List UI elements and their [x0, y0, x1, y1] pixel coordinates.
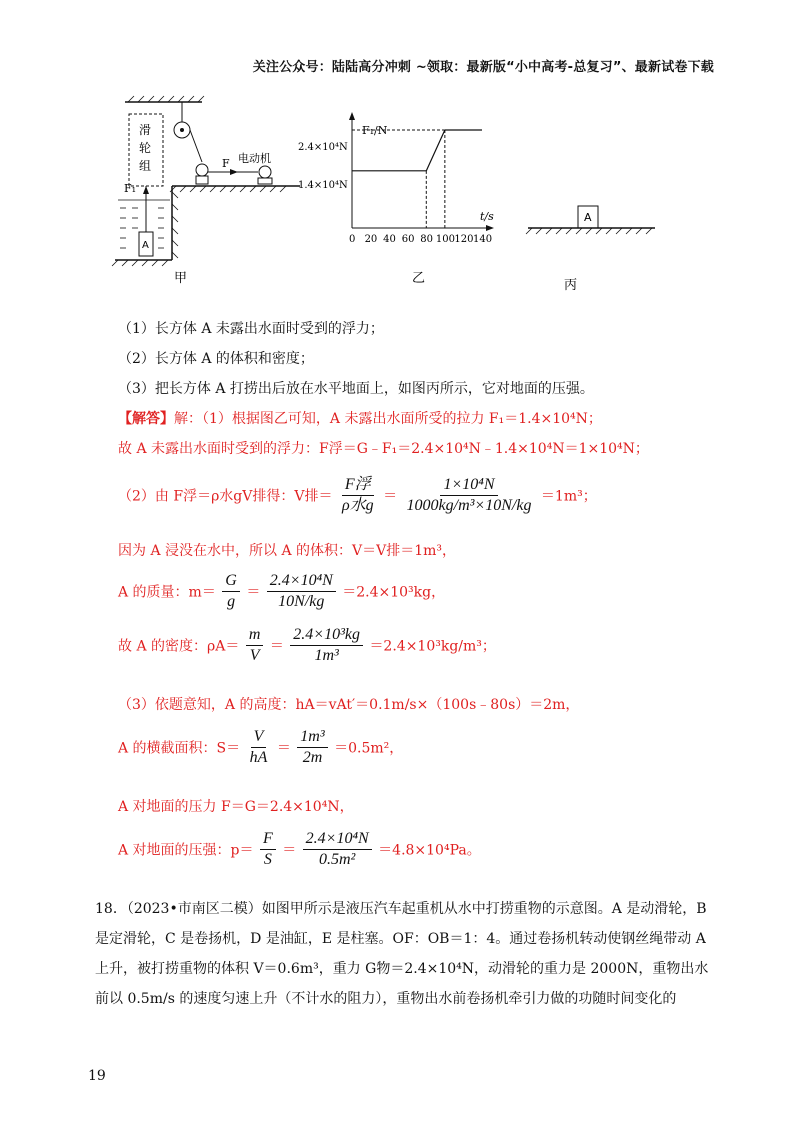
line3-f2-den: 1000kg/m³×10N/kg	[406, 497, 532, 514]
x-axis-label: t/s	[480, 210, 494, 223]
line5-result: ＝2.4×10³kg，	[342, 584, 446, 601]
x-tick-label: 100	[435, 234, 455, 245]
line6-fraction-2	[290, 626, 363, 665]
line3-prefix: （2）由 F浮＝ρ水gV排得：V排＝	[118, 488, 333, 505]
line8-f2-den: 2m	[302, 749, 323, 766]
line10-f1-num: F	[260, 830, 276, 850]
block-a-bing-label: A	[584, 211, 592, 224]
question-18: 18．（2023•市南区二模）如图甲所示是液压汽车起重机从水中打捞重物的示意图。A 是动滑轮，B 是定滑轮，C 是卷扬机，D 是油缸，E 是柱塞。OF：OB＝1：4。通过卷扬机转动使钢丝绳带动 A 上升，被打捞重物的体积 V＝0.6m³，重力 G物＝2.4×10⁴N，动滑轮的重力是 2000N，重物出水前以 0.5m/s 的速度匀速上升（不计水的阻力），重物出水前卷扬机牵引力做的功随时间变化的	[95, 901, 709, 1007]
line6-fraction-1	[246, 626, 264, 665]
line10-f1-den: S	[263, 851, 272, 868]
question-1: （1）长方体 A 未露出水面时受到的浮力；	[118, 321, 384, 337]
chart-marks	[352, 130, 482, 228]
line3-result: ＝1m³；	[540, 488, 597, 505]
level-low-label: 1.4×10⁴N	[298, 180, 348, 191]
line6-f1-num: m	[246, 626, 264, 646]
line10-fraction-1	[260, 830, 276, 869]
line5-f1-den: g	[227, 593, 236, 610]
pulley-group-label-3: 组	[139, 159, 152, 173]
line5-f1-num: G	[222, 572, 240, 592]
line10-prefix: A 对地面的压强：p＝	[118, 842, 254, 859]
line5-fraction-1	[222, 572, 240, 611]
line6-result: ＝2.4×10³kg/m³；	[369, 638, 496, 655]
answer-line-2: 故 A 未露出水面时受到的浮力：F浮＝G﹣F₁＝2.4×10⁴N﹣1.4×10⁴N＝1×10⁴N；	[118, 441, 649, 457]
line3-fraction-2	[404, 476, 535, 515]
line5-fraction-2	[267, 572, 336, 611]
question-2: （2）长方体 A 的体积和密度；	[118, 351, 314, 367]
x-tick-label: 0	[349, 234, 356, 245]
answer-line-9: A 对地面的压力 F＝G＝2.4×10⁴N，	[118, 799, 354, 815]
answer-line-3: （2）由 F浮＝ρ水gV排得：V排＝ $\frac{\text{F浮}}{\text{ρ水g}}$ ＝ $\frac{\text{1×10⁴N}}{\text{1000kg/m³×10N/kg}}$ ＝1m³；	[118, 476, 597, 514]
page-number: 19	[88, 1068, 106, 1084]
pulley-group-label-2: 轮	[139, 141, 152, 155]
answer-line-10: A 对地面的压强：p＝ $\frac{F}{S}$ ＝ $\frac{\text{2.4×10⁴N}}{\text{0.5m²}}$ ＝4.8×10⁴Pa。	[118, 830, 481, 868]
pulley-group-label-1: 滑	[139, 123, 152, 137]
line6-f1-den: V	[249, 647, 260, 664]
line8-f2-num: 1m³	[297, 728, 327, 748]
line5-prefix: A 的质量：m＝	[118, 584, 216, 601]
line8-f1-den: hA	[249, 749, 268, 766]
x-tick-label: 80	[420, 234, 434, 245]
motor	[259, 166, 271, 178]
line3-f1-den: ρ水g	[341, 497, 374, 514]
question-3: （3）把长方体 A 打捞出后放在水平地面上，如图丙所示，它对地面的压强。	[118, 381, 594, 397]
x-tick-label: 140	[473, 234, 493, 245]
x-tick-label: 60	[401, 234, 415, 245]
guide-pulley	[196, 164, 208, 176]
line6-prefix: 故 A 的密度：ρA＝	[118, 638, 240, 655]
rope-force-label: F	[222, 157, 230, 170]
answer-line-1-text: 解：（1）根据图乙可知，A 未露出水面所受的拉力 F₁＝1.4×10⁴N；	[174, 411, 602, 427]
answer-line-4: 因为 A 浸没在水中，所以 A 的体积：V＝V排＝1m³，	[118, 543, 457, 559]
line8-fraction-1	[247, 728, 271, 767]
line8-f1-num: V	[251, 728, 267, 748]
figure-bing	[526, 206, 655, 293]
caption-yi: 乙	[412, 271, 426, 286]
x-tick-label: 120	[454, 234, 474, 245]
figure-group	[110, 92, 690, 302]
y-axis-label: F₁/N	[362, 124, 388, 137]
answer-line-1	[118, 408, 602, 428]
x-tick-label: 20	[364, 234, 378, 245]
answer-line-7: （3）依题意知，A 的高度：hA＝vAt′＝0.1m/s×（100s﹣80s）＝2m，	[118, 697, 580, 713]
f1-label: F₁	[124, 182, 137, 195]
block-a-jia-label: A	[142, 240, 149, 251]
line10-result: ＝4.8×10⁴Pa。	[378, 842, 481, 859]
answer-line-8: A 的横截面积：S＝ $\frac{V}{hA}$ ＝ $\frac{\text{1m³}}{2m}$ ＝0.5m²，	[118, 728, 404, 766]
answer-tag: 【解答】	[118, 411, 174, 427]
x-tick-labels	[349, 234, 492, 245]
line6-f2-den: 1m³	[314, 647, 339, 664]
line10-fraction-2	[303, 830, 372, 869]
caption-bing: 丙	[564, 278, 578, 293]
series-segment	[426, 130, 445, 171]
line10-f2-den: 0.5m²	[319, 851, 356, 868]
answer-line-6: 故 A 的密度：ρA＝ $\frac{m}{V}$ ＝ $\frac{\text{2.4×10³kg}}{\text{1m³}}$ ＝2.4×10³kg/m³；	[118, 626, 496, 664]
x-tick-label: 40	[383, 234, 396, 245]
level-high-label: 2.4×10⁴N	[298, 142, 348, 153]
line8-prefix: A 的横截面积：S＝	[118, 740, 241, 757]
line3-f1-num: F浮	[342, 476, 374, 496]
motor-label: 电动机	[238, 152, 271, 165]
line5-f2-den: 10N/kg	[278, 593, 325, 610]
figure-jia	[112, 96, 300, 286]
line6-f2-num: 2.4×10³kg	[290, 626, 363, 646]
figure-yi	[298, 112, 494, 286]
answer-line-5: A 的质量：m＝ $\frac{G}{g}$ ＝ $\frac{\text{2.4×10⁴N}}{10N/kg}$ ＝2.4×10³kg，	[118, 572, 446, 610]
line5-f2-num: 2.4×10⁴N	[267, 572, 336, 592]
line10-f2-num: 2.4×10⁴N	[303, 830, 372, 850]
page-header: 关注公众号：陆陆高分冲刺 ~领取：最新版“小中高考-总复习”、最新试卷下载	[252, 60, 714, 75]
caption-jia: 甲	[174, 271, 188, 286]
line8-fraction-2	[297, 728, 327, 767]
line3-f2-num: 1×10⁴N	[440, 476, 497, 496]
line3-fraction-1	[339, 476, 377, 515]
line8-result: ＝0.5m²，	[334, 740, 404, 757]
